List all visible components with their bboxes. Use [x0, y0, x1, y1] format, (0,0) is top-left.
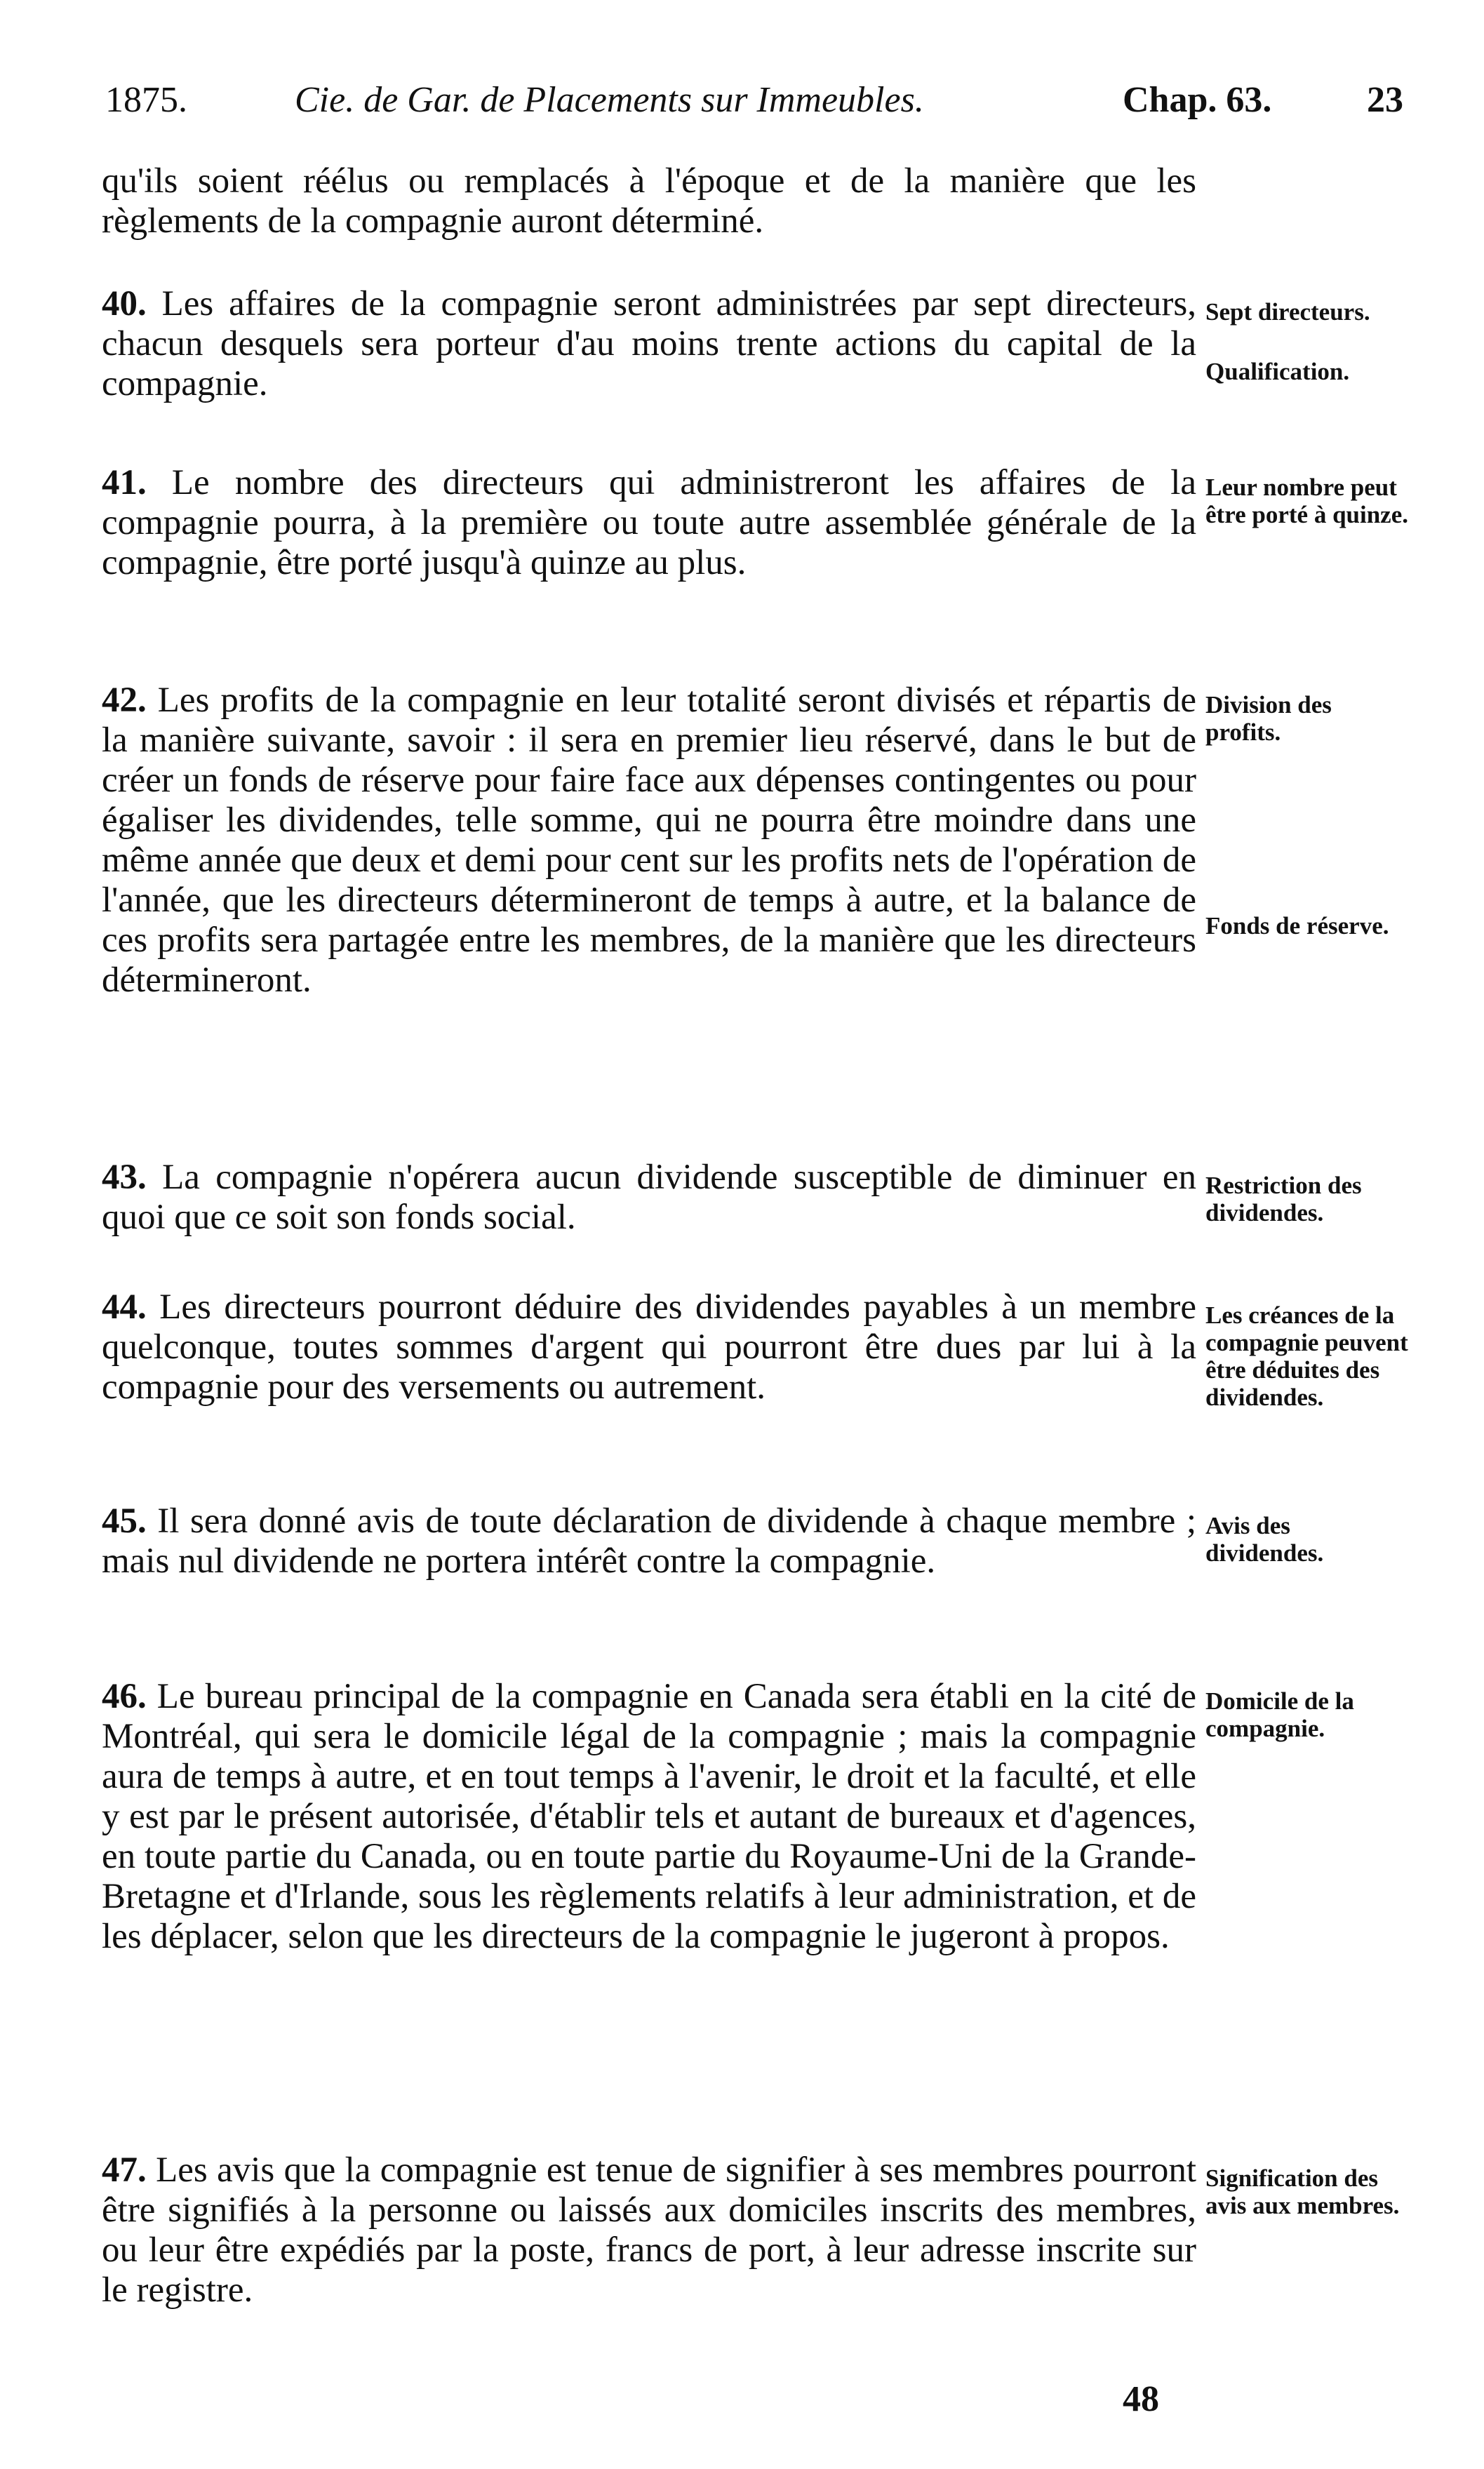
section-43	[102, 1158, 1196, 1238]
section-number: 47.	[102, 2150, 147, 2190]
section-42	[102, 681, 1196, 1001]
section-number: 45.	[102, 1501, 147, 1541]
signature-mark: 48	[1123, 2379, 1159, 2419]
section-number: 40.	[102, 284, 147, 323]
opening-paragraph	[102, 161, 1196, 241]
page-number: 23	[1367, 80, 1403, 120]
section-text: Les directeurs pourront déduire des dividendes payables à un membre quelconque, toutes sommes d'argent qui pourront être dues par lui à la compagnie pour des versements ou autrement.	[102, 1287, 1197, 1407]
section-41	[102, 463, 1196, 583]
section-number: 46.	[102, 1677, 147, 1716]
section-47	[102, 2150, 1196, 2310]
section-text: Le bureau principal de la compagnie en Canada sera établi en la cité de Montréal, qui sera le domicile légal de la compagnie ; mais la compagnie aura de temps à autre, et en tout temps à l'avenir, le droit et la faculté, et elle y est par le présent autorisée, d'établir tels et autant de bureaux et d'agences, en toute partie du Canada, ou en toute partie du Royaume-Uni de la Grande-Bretagne et d'Irlande, sous les règlements relatifs à leur administration, et de les déplacer, selon que les directeurs de la compagnie le jugeront à propos.	[102, 1677, 1196, 1956]
margin-note-42b: Fonds de réserve.	[1205, 912, 1389, 939]
section-40	[102, 284, 1196, 404]
section-text: Les profits de la compagnie en leur totalité seront divisés et répartis de la manière suivante, savoir : il sera en premier lieu réservé, dans le but de créer un fonds de réserve pour faire face aux dépenses contingentes ou pour égaliser les dividendes, telle somme, qui ne pourra être moindre dans une même année que deux et demi pour cent sur les profits nets de l'opération de l'année, que les directeurs détermineront de temps à autre, et la balance de ces profits sera partagée entre les membres, de la manière que les directeurs détermineront.	[102, 681, 1196, 1000]
margin-note-42a: Division des profits.	[1205, 691, 1332, 746]
margin-note-43: Restriction des dividendes.	[1205, 1172, 1362, 1226]
margin-note-40a: Sept directeurs.	[1205, 298, 1370, 326]
section-44	[102, 1287, 1196, 1407]
margin-note-47: Signification des avis aux membres.	[1205, 2164, 1400, 2219]
margin-note-45: Avis des dividendes.	[1205, 1512, 1324, 1567]
paragraph-text: qu'ils soient réélus ou remplacés à l'époque et de la manière que les règlements de la compagnie auront déterminé.	[102, 161, 1196, 241]
section-45	[102, 1501, 1196, 1581]
section-text: Le nombre des directeurs qui administreront les affaires de la compagnie pourra, à la première ou toute autre assemblée générale de la compagnie, être porté jusqu'à quinze au plus.	[102, 463, 1197, 582]
section-number: 41.	[102, 463, 147, 502]
section-text: Il sera donné avis de toute déclaration de dividende à chaque membre ; mais nul dividende ne portera intérêt contre la compagnie.	[102, 1501, 1197, 1581]
margin-note-41: Leur nombre peut être porté à quinze.	[1205, 474, 1409, 528]
running-header	[105, 76, 1403, 125]
section-number: 43.	[102, 1158, 147, 1197]
section-text: Les avis que la compagnie est tenue de signifier à ses membres pourront être signifiés à la personne ou laissés aux domiciles inscrits des membres, ou leur être expédiés par la poste, francs de port, à leur adresse inscrite sur le registre.	[102, 2150, 1197, 2310]
header-year: 1875.	[105, 80, 187, 120]
margin-note-44: Les créances de la compagnie peuvent être déduites des dividendes.	[1205, 1302, 1408, 1411]
header-chapter: Chap. 63.	[1123, 80, 1272, 120]
section-number: 42.	[102, 681, 147, 720]
section-text: La compagnie n'opérera aucun dividende susceptible de diminuer en quoi que ce soit son fonds social.	[102, 1158, 1197, 1237]
section-number: 44.	[102, 1287, 147, 1327]
section-text: Les affaires de la compagnie seront administrées par sept directeurs, chacun desquels sera porteur d'au moins trente actions du capital de la compagnie.	[102, 284, 1197, 403]
margin-note-40b: Qualification.	[1205, 358, 1350, 385]
margin-note-46: Domicile de la compagnie.	[1205, 1687, 1354, 1742]
section-46	[102, 1677, 1196, 1957]
header-running-title: Cie. de Gar. de Placements sur Immeubles.	[295, 80, 924, 120]
